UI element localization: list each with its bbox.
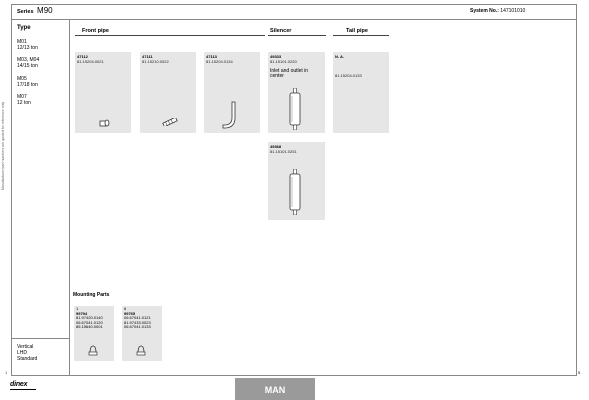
type-code: M01 (17, 39, 27, 45)
page-number: 5 (578, 370, 581, 375)
mounting-reference: 85.15640.0001 (76, 324, 103, 329)
type-desc: 12/13 ton (17, 45, 38, 51)
type-item (17, 57, 39, 69)
type-item (17, 76, 38, 88)
part-number: 47111 (142, 54, 153, 59)
system-label: System No.: (470, 8, 499, 14)
type-desc: 14/15 ton (17, 63, 38, 69)
system-header (470, 8, 525, 14)
part-card[interactable] (268, 52, 325, 133)
side-disclaimer: Manufacturer/part numbers are quoted for reference only (1, 101, 5, 190)
tail-pipe-rule (333, 35, 389, 36)
silencer-rule (268, 35, 326, 36)
front-pipe-heading: Front pipe (82, 28, 109, 34)
bent-pipe-icon (220, 100, 240, 130)
type-code: M07 (17, 94, 27, 100)
mounting-reference: 81.97420.0140 (76, 315, 103, 320)
part-number: 47113 (206, 54, 217, 59)
dinex-logo: dinex (10, 381, 28, 388)
series-label: Series (17, 9, 34, 15)
part-card[interactable] (333, 52, 389, 133)
part-number: N. A. (335, 54, 344, 59)
type-item (17, 39, 38, 51)
part-card[interactable] (268, 142, 325, 220)
mounting-reference: 81.97433.0023 (124, 319, 151, 325)
type-bottom-divider (11, 338, 70, 339)
part-reference: 81.15101.0251 (270, 149, 297, 154)
config-line: Standard (17, 356, 38, 362)
front-pipe-rule (75, 35, 265, 36)
part-reference: 81.15204.0021 (77, 59, 104, 64)
part-reference: 81.15210.0022 (142, 59, 169, 64)
mounting-index: 6 (124, 306, 127, 311)
header-divider (11, 19, 577, 20)
part-number: 49368 (270, 144, 282, 149)
type-item (17, 94, 31, 106)
type-column-divider (69, 19, 70, 376)
flex-pipe-icon (162, 118, 178, 126)
tail-pipe-heading: Tail pipe (346, 28, 368, 34)
part-number: 47112 (77, 54, 88, 59)
logo-underline (10, 389, 36, 390)
silencer-icon (288, 169, 302, 215)
clamp-pipe-icon (99, 118, 111, 128)
clamp-icon (88, 344, 98, 356)
series-header (17, 6, 53, 15)
mounting-reference: 06.67041.0133 (124, 324, 151, 329)
config-line: Vertical (17, 344, 34, 350)
type-desc: 17/18 ton (17, 82, 38, 88)
type-title: Type (17, 25, 31, 31)
system-value: 147101010 (500, 8, 526, 14)
type-code: M03, M04 (17, 57, 40, 63)
silencer-heading: Silencer (270, 28, 292, 34)
part-reference: 81.15204.0133 (335, 73, 362, 78)
type-desc: 12 ton (17, 100, 31, 106)
series-value: M90 (37, 6, 53, 15)
part-reference: 81.15204.0134 (206, 59, 233, 64)
mounting-reference: 06.67041.0121 (124, 315, 151, 320)
mounting-part-number: 99765 (124, 310, 136, 316)
part-reference: 81.15101.0220 (270, 59, 297, 64)
mounting-part-card[interactable] (74, 306, 114, 361)
type-code: M05 (17, 76, 27, 82)
part-card[interactable] (140, 52, 196, 133)
page-mark: 1 (5, 370, 8, 375)
brand-label: MAN (264, 385, 286, 395)
part-card[interactable] (75, 52, 131, 133)
configuration-info (17, 344, 37, 362)
mounting-part-card[interactable] (122, 306, 162, 361)
silencer-icon (288, 88, 302, 130)
config-line: LHD (17, 350, 28, 356)
mounting-part-number: 99794 (76, 310, 88, 316)
clamp-icon (136, 344, 146, 356)
part-number: 49333 (270, 54, 282, 59)
mounting-index: 1 (76, 306, 79, 311)
mounting-parts-title: Mounting Parts (73, 292, 110, 298)
part-note: Inlet and outlet in center (270, 68, 309, 79)
mounting-reference: 06.67041.0120 (76, 319, 103, 325)
part-card[interactable] (204, 52, 260, 133)
